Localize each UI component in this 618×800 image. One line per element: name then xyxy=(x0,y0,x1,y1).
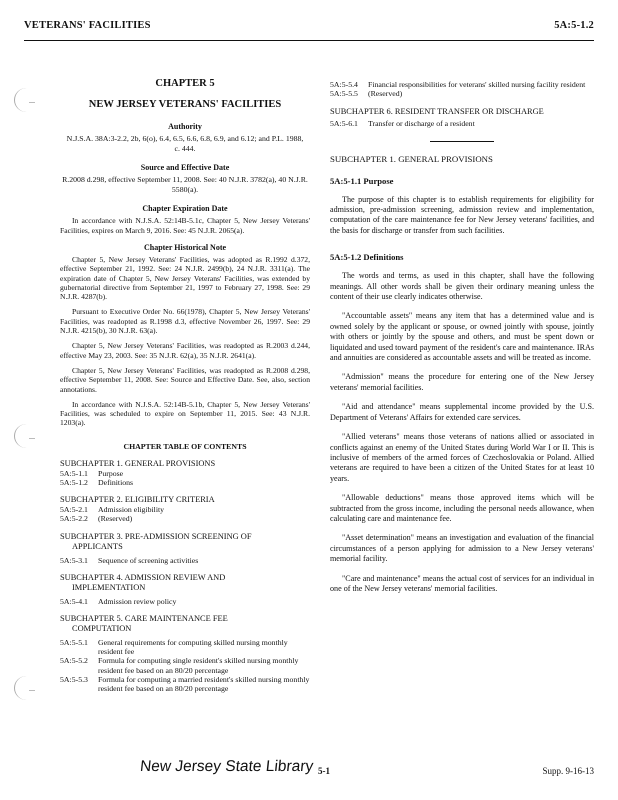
history-paragraph: In accordance with N.J.S.A. 52:14B-5.1b, Chapter 5, New Jersey Veterans' Facilities, was scheduled to expire on September 11, 2015. See: 43 N.J.R. 1203(a). xyxy=(60,399,310,428)
toc-subchapter xyxy=(60,573,310,606)
header-rule xyxy=(24,40,594,41)
chapter-title: NEW JERSEY VETERANS' FACILITIES xyxy=(88,99,282,110)
toc-entry[interactable]: 5A:5-6.1 Transfer or discharge of a resident xyxy=(330,119,475,129)
history-paragraph: Pursuant to Executive Order No. 66(1978), Chapter 5, New Jersey Veterans' Facilities, was readopted as R.1998 d.3, effective November 26, 1997. See: 29 N.J.R. 4215(b), 30 N.J.R. 63(a). xyxy=(60,307,310,336)
toc-entry[interactable]: 5A:5-1.1 Purpose xyxy=(60,468,124,478)
toc-subchapter xyxy=(60,532,310,565)
toc-subchapter xyxy=(60,614,310,693)
library-stamp: New Jersey State Library xyxy=(139,758,315,775)
expiration-text: In accordance with N.J.S.A. 52:14B-5.1c, Chapter 5, New Jersey Veterans' Facilities, expires on March 9, 2016. See: 45 N.J.R. 2065(a). xyxy=(60,216,310,235)
hole-punch-mark xyxy=(14,88,39,112)
section-heading: 5A:5-1.2 Definitions xyxy=(330,252,404,263)
toc-subchapter-title[interactable]: SUBCHAPTER 3. PRE-ADMISSION SCREENING OF APPLICANTS xyxy=(60,531,252,551)
toc-entry[interactable]: 5A:5-5.3 Formula for computing a married resident's skilled nursing monthly resident fee based on an 80/20 percentage xyxy=(60,674,310,693)
definition-paragraph: "Asset determination" means an investigation and evaluation of the financial circumstances of a person applying for admission to a New Jersey veterans' memorial facility. xyxy=(330,533,594,564)
definition-paragraph: "Allied veterans" means those veterans of nations allied or associated in conflicts against an enemy of the United States during World War I or II. This is inclusive of members of the armed forces of Czechoslovakia or Poland. Allied veterans are required to have been a citizen of the United States for at least 10 years. xyxy=(330,432,594,483)
section-paragraph: The purpose of this chapter is to establish requirements for eligibility for admission, pre-admission screening, admission review and implementation, computation of the care maintenance fee for New Jersey veterans' facilities, and the basis for discharge or transfer from such facilities. xyxy=(330,194,594,235)
definition-paragraph: "Care and maintenance" means the actual cost of services for an individual in one of the New Jersey veterans' memorial facilities. xyxy=(330,573,594,593)
toc-entry[interactable]: 5A:5-3.1 Sequence of screening activities xyxy=(60,555,199,565)
definition-paragraph: "Admission" means the procedure for entering one of the New Jersey veterans' memorial facilities. xyxy=(330,372,594,392)
toc-subchapter xyxy=(60,495,310,523)
toc-entry[interactable]: 5A:5-5.5 (Reserved) xyxy=(330,89,403,99)
toc-heading: CHAPTER TABLE OF CONTENTS xyxy=(123,441,247,451)
section-heading: 5A:5-1.1 Purpose xyxy=(330,175,394,186)
running-header-right: 5A:5-1.2 xyxy=(554,20,594,31)
page-number: 5-1 xyxy=(318,766,330,776)
toc-subchapter-title[interactable]: SUBCHAPTER 5. CARE MAINTENANCE FEE COMPUTATION xyxy=(60,613,228,633)
toc-subchapter-title[interactable]: SUBCHAPTER 4. ADMISSION REVIEW AND IMPLEMENTATION xyxy=(60,572,226,592)
hole-punch-mark xyxy=(14,676,39,700)
authority-text: N.J.S.A. 38A:3-2.2, 2b, 6(o), 6.4, 6.5, 6.6, 6.8, 6.9, and 6.12; and P.L. 1988, c. 444. xyxy=(66,134,304,153)
definition-paragraph: "Allowable deductions" means those approved items which will be subtracted from the gross income, including the personal needs allowance, when calculating care and maintenance fee. xyxy=(330,493,594,523)
toc-subchapter-title[interactable]: SUBCHAPTER 2. ELIGIBILITY CRITERIA xyxy=(60,495,215,505)
source-text: R.2008 d.298, effective September 11, 2008. See: 40 N.J.R. 3782(a), 40 N.J.R. 5580(a). xyxy=(62,175,308,194)
left-column xyxy=(60,78,310,693)
toc-entry[interactable]: 5A:5-5.1 General requirements for computing skilled nursing monthly resident fee xyxy=(60,637,288,657)
toc-subchapter-title[interactable]: SUBCHAPTER 1. GENERAL PROVISIONS xyxy=(60,458,216,468)
definition-paragraph: The words and terms, as used in this chapter, shall have the following meanings. All other words shall be given their ordinary meaning unless the content of their use clearly indicates otherwise. xyxy=(330,271,594,302)
toc-entry[interactable]: 5A:5-4.1 Admission review policy xyxy=(60,596,177,606)
toc-entry[interactable]: 5A:5-5.2 Formula for computing single resident's skilled nursing monthly resident fee based on an 80/20 percentage xyxy=(60,656,299,675)
authority-heading: Authority xyxy=(168,122,202,131)
history-paragraph: Chapter 5, New Jersey Veterans' Facilities, was readopted as R.2003 d.244, effective May 23, 2003. See: 35 N.J.R. 62(a), 35 N.J.R. 2641(a). xyxy=(60,341,310,360)
right-column xyxy=(330,80,594,594)
definition-paragraph: "Accountable assets" means any item that has a determined value and is owned solely by the applicant or spouse, or owned jointly with spouse, jointly with others or jointly by the spouse and others, and must be spent down or liquidated and used toward payment of the resident's care and maintenance. IRAs and annuities are considered as accountable assets and will be treated as income. xyxy=(330,311,594,363)
subchapter-heading: SUBCHAPTER 1. GENERAL PROVISIONS xyxy=(330,153,493,164)
toc-entry[interactable]: 5A:5-1.2 Definitions xyxy=(60,477,134,487)
toc-subchapter-title[interactable]: SUBCHAPTER 6. RESIDENT TRANSFER OR DISCHARGE xyxy=(330,107,544,117)
supplement-date: Supp. 9-16-13 xyxy=(542,766,594,776)
toc-subchapter xyxy=(60,459,310,487)
history-paragraph: Chapter 5, New Jersey Veterans' Facilities, was adopted as R.1992 d.372, effective September 21, 1992. See: 24 N.J.R. 2499(b), 24 N.J.R. 3311(a). The expiration date of Chapter 5, New Jersey Veterans' Facilities, was extended by gubernatorial directive from September 21, 1997 to February 27, 1998. See: 29 N.J.R. 4287(b). xyxy=(60,254,310,302)
running-header-left: VETERANS' FACILITIES xyxy=(24,20,151,31)
history-paragraph: Chapter 5, New Jersey Veterans' Facilities, was readopted as R.2008 d.298, effective September 11, 2008. See: Source and Effective Date. See, also, section annotations. xyxy=(60,365,310,394)
toc-entry[interactable]: 5A:5-2.2 (Reserved) xyxy=(60,514,133,524)
toc-entry[interactable]: 5A:5-2.1 Admission eligibility xyxy=(60,505,165,515)
section-divider xyxy=(430,141,494,142)
chapter-number: CHAPTER 5 xyxy=(155,78,215,89)
hole-punch-mark xyxy=(14,424,39,448)
definition-paragraph: "Aid and attendance" means supplemental income provided by the U.S. Department of Veterans' Affairs for extended care services. xyxy=(330,402,594,422)
toc-entry[interactable]: 5A:5-5.4 Financial responsibilities for veterans' skilled nursing facility resident xyxy=(330,80,586,89)
source-heading: Source and Effective Date xyxy=(140,163,230,173)
expiration-heading: Chapter Expiration Date xyxy=(142,204,228,214)
history-heading: Chapter Historical Note xyxy=(143,242,227,252)
